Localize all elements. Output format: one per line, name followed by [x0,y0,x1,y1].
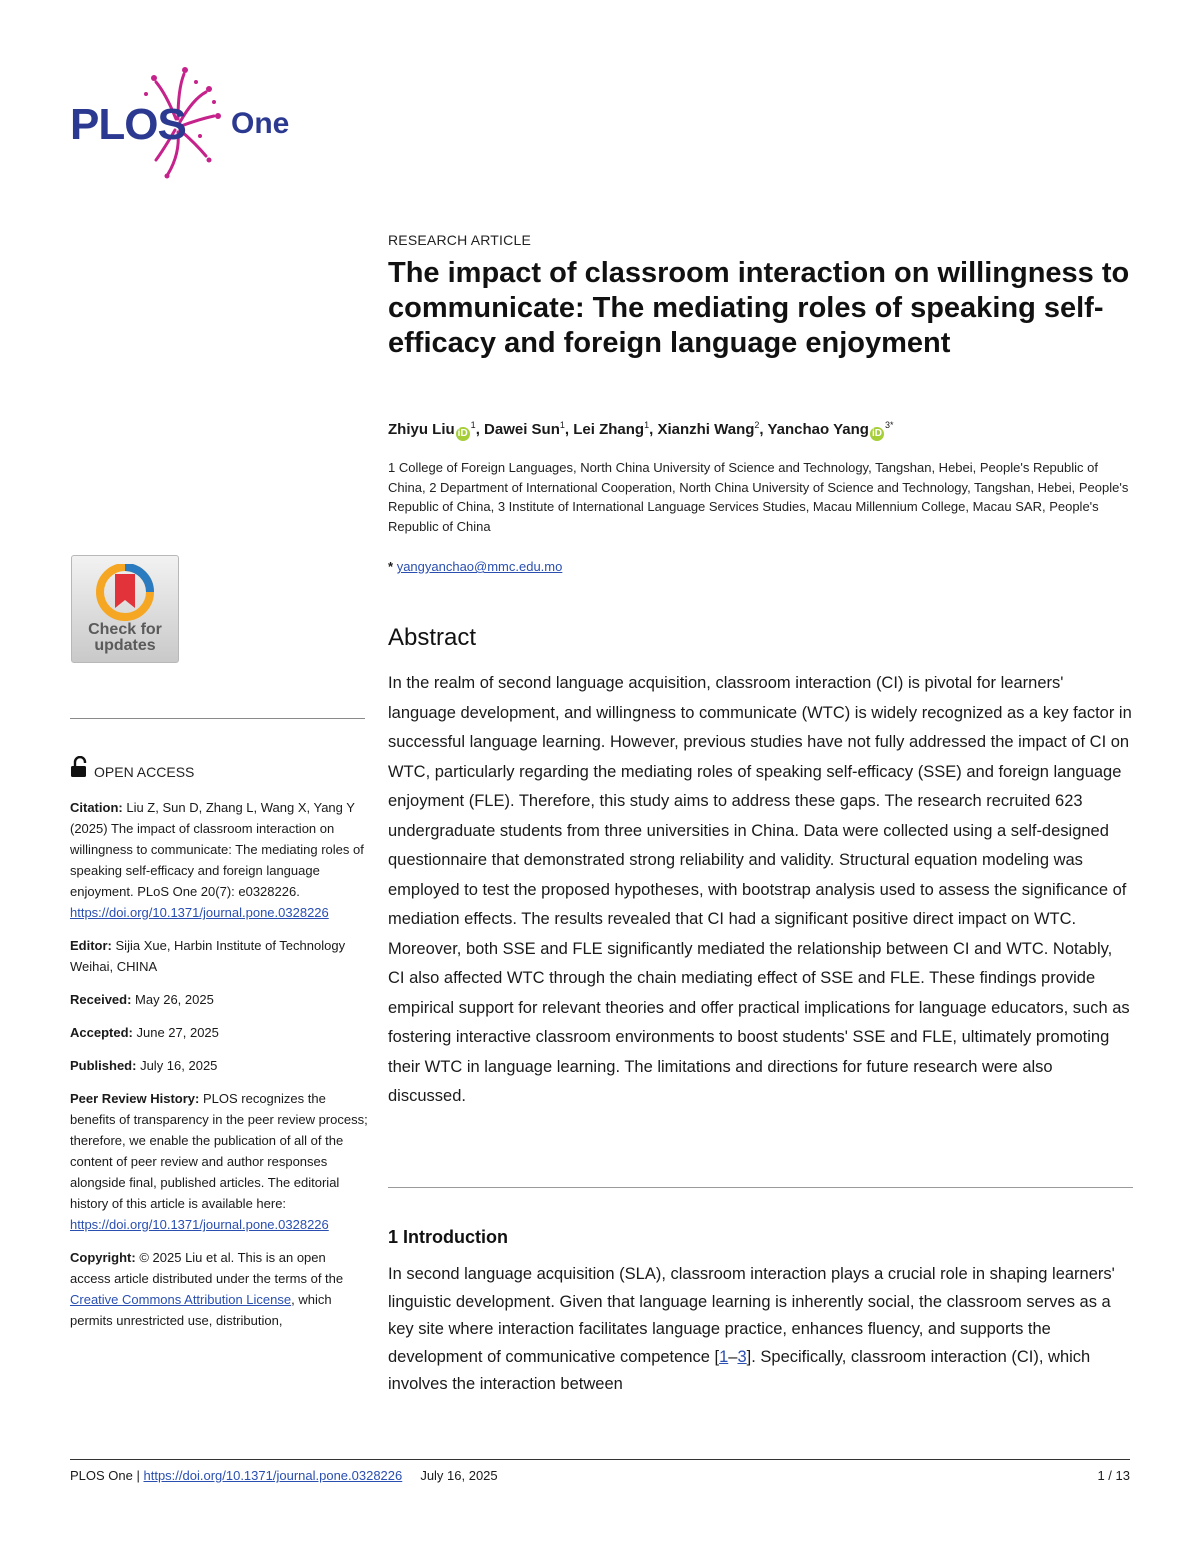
author-affiliation-sup: 1 [470,420,476,430]
author-name: Zhiyu Liu [388,421,455,438]
accepted-block [70,1022,368,1043]
introduction-text [388,1261,1133,1399]
open-lock-icon [70,756,88,778]
corresponding-email-link[interactable]: yangyanchao@mmc.edu.mo [396,559,563,574]
intro-text-part2: ]. Specifically, classroom interaction (CI), which involves the interaction between [388,1347,1091,1393]
author-affiliation-sup: 1 [559,420,565,430]
page-footer [70,1468,1130,1483]
author-name: Lei Zhang [573,421,645,438]
peer-review-block [70,1088,368,1235]
editor-text: Sijia Xue, Harbin Institute of Technology Weihai, CHINA [70,938,346,974]
published-block [70,1055,368,1076]
author-name: Dawei Sun [484,421,560,438]
citation-label: Citation: [70,800,123,815]
author-affiliation-sup: 2 [754,420,760,430]
author-affiliations: 1 College of Foreign Languages, North China University of Science and Technology, Tangshan, Hebei, People's Republic of China, 2 Department of International Cooperation, North China University of Science and Technology, Tangshan, Hebei, People's Republic of China, 3 Institute of International Language Services Studies, Macau Millennium College, Macau SAR, People's Republic of China [388,460,1129,534]
author-affiliation-sup: 1 [644,420,650,430]
abstract-divider [388,1187,1133,1188]
author-name: Xianzhi Wang [657,421,755,438]
check-updates-icon [95,564,155,622]
reference-link-3[interactable]: 3 [737,1347,747,1366]
footer-date: July 16, 2025 [420,1468,498,1483]
footer-divider [70,1459,1130,1460]
article-type: RESEARCH ARTICLE [388,232,531,248]
author-list: Zhiyu Liu $iD^1$, Dawei Sun$^1$, Lei Zhang$^1$, Xianzhi Wang$^2$, Yanchao Yang $iD^{3*}$ [388,420,894,439]
reference-link-1[interactable]: 1 [719,1347,729,1366]
introduction-heading: 1 Introduction [388,1227,508,1247]
copyright-block [70,1247,368,1331]
copyright-text: © 2025 Liu et al. This is an open access article distributed under the terms of the [70,1250,344,1286]
open-access-text: OPEN ACCESS [94,764,195,780]
peer-review-doi-link[interactable]: https://doi.org/10.1371/journal.pone.0328226 [70,1217,329,1232]
sidebar-divider [70,718,365,719]
logo-plos-text: PLOS [70,100,186,149]
received-block [70,989,368,1010]
intro-text-part1: In second language acquisition (SLA), classroom interaction plays a crucial role in shaping learners' linguistic development. Given that language learning is inherently social, the classroom serves as a key site where interaction facilitates language practice, enhances fluency, and supports the development of communicative competence [ [388,1265,1115,1366]
page-number: 1 / 13 [1097,1468,1130,1483]
received-label: Received: [70,992,132,1007]
citation-block [70,797,368,923]
editor-block [70,935,368,977]
article-metadata-sidebar [70,797,368,1343]
received-date: May 26, 2025 [135,992,214,1007]
copyright-label: Copyright: [70,1250,136,1265]
author-name: Yanchao Yang [767,421,869,438]
published-label: Published: [70,1058,137,1073]
corresponding-mark: * [388,559,394,574]
published-date: July 16, 2025 [140,1058,218,1073]
cc-license-link[interactable]: Creative Commons Attribution License [70,1292,292,1307]
check-updates-line1: Check for [88,621,162,638]
citation-text: Liu Z, Sun D, Zhang L, Wang X, Yang Y (2025) The impact of classroom interaction on willingness to communicate: The mediating roles of speaking self-efficacy and foreign language enjoyment. PLoS One 20(7): e0328226. [70,800,364,899]
footer-journal: PLOS One | [70,1468,140,1483]
citation-doi-link[interactable]: https://doi.org/10.1371/journal.pone.0328226 [70,905,329,920]
accepted-date: June 27, 2025 [136,1025,219,1040]
article-title: The impact of classroom interaction on willingness to communicate: The mediating roles of speaking self-efficacy and foreign language enjoyment [388,257,1130,359]
editor-label: Editor: [70,938,112,953]
accepted-label: Accepted: [70,1025,133,1040]
footer-doi-link[interactable]: https://doi.org/10.1371/journal.pone.0328226 [143,1468,403,1483]
orcid-icon[interactable]: iD [457,428,468,439]
plos-one-logo[interactable] [68,64,308,179]
check-for-updates-badge[interactable] [71,555,179,663]
peer-review-label: Peer Review History: [70,1091,200,1106]
author-affiliation-sup: 3* [884,420,894,430]
orcid-icon[interactable]: iD [871,428,882,439]
corresponding-author [388,559,562,574]
check-updates-line2: updates [94,637,156,654]
peer-review-text: PLOS recognizes the benefits of transparency in the peer review process; therefore, we enable the publication of all of the content of peer review and author responses alongside final, published articles. The editorial history of this article is available here: [70,1091,368,1211]
copyright-text-end: , which permits unrestricted use, distribution, [70,1292,332,1328]
abstract-text: In the realm of second language acquisition, classroom interaction (CI) is pivotal for learners' language development, and willingness to communicate (WTC) is widely recognized as a key factor in successful language learning. However, previous studies have not fully addressed the impact of CI on WTC, particularly regarding the mediating roles of speaking self-efficacy (SSE) and foreign language enjoyment (FLE). Therefore, this study aims to address these gaps. The research recruited 623 undergraduate students from three universities in China. Data were collected using a self-designed questionnaire that demonstrated strong reliability and validity. Structural equation modeling was employed to test the proposed hypotheses, with bootstrap analysis used to assess the significance of mediation effects. The results revealed that CI had a significant positive direct impact on WTC. Moreover, both SSE and FLE significantly mediated the relationship between CI and WTC. Notably, CI also affected WTC through the chain mediating effect of SSE and FLE. These findings provide empirical support for relevant theories and offer practical implications for language educators, such as fostering interactive classroom environments to boost students' SSE and FLE, ultimately promoting their WTC in language learning. The limitations and directions for future research were also discussed. [388,674,1132,1105]
logo-one-text: One [231,107,290,140]
reference-range-dash: – [728,1347,738,1366]
abstract-heading: Abstract [388,624,477,651]
